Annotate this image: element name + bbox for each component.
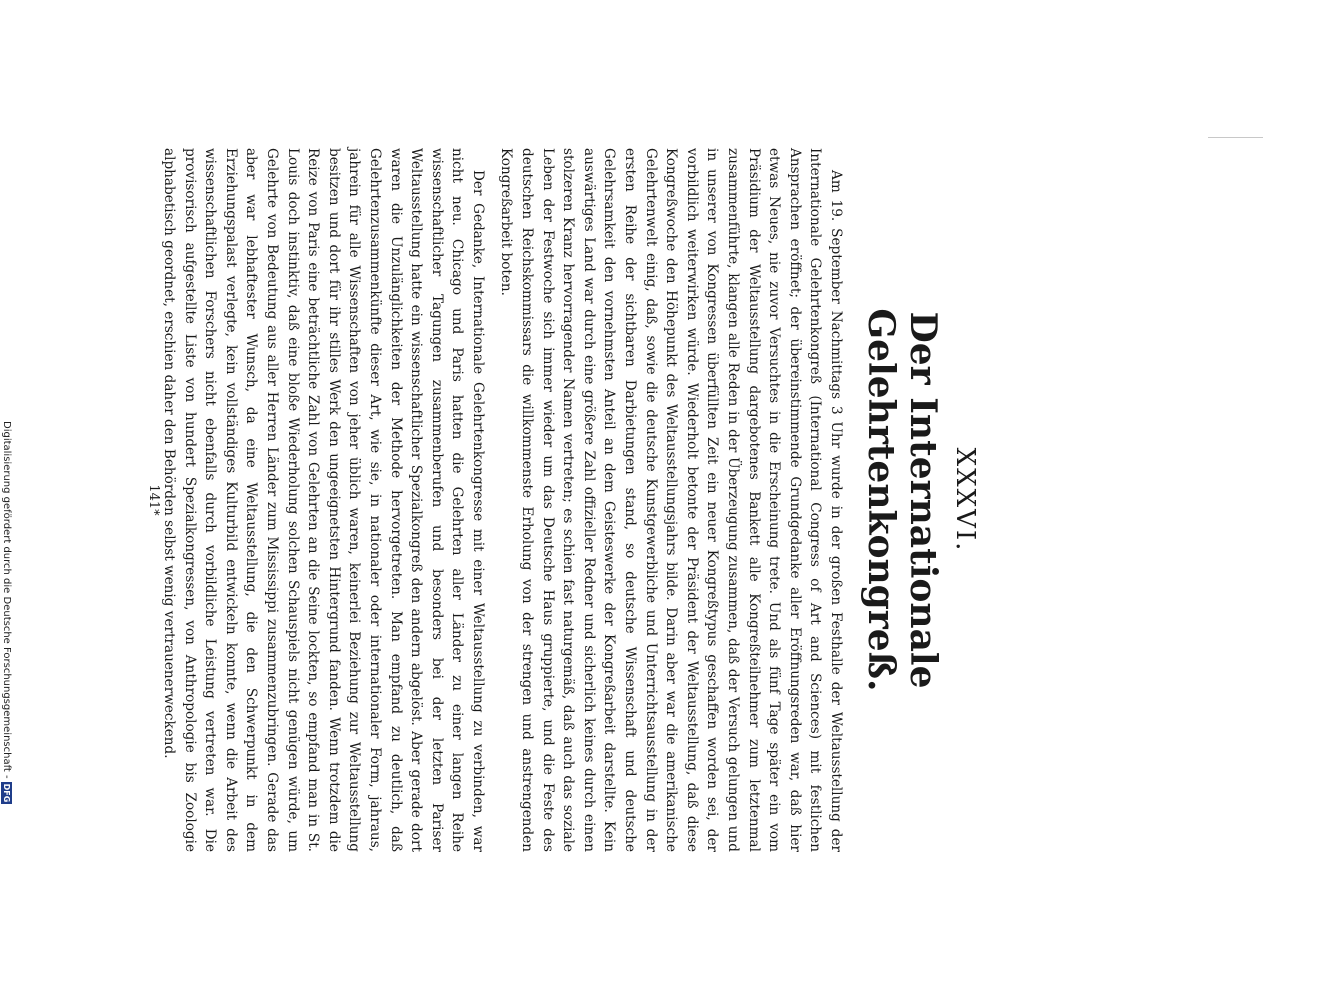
paragraph-1: Am 19. September Nachmittags 3 Uhr wurde in der großen Festhalle der Weltausstellung der Internationale Gelehrtenkongreß (International Congress of Art and Sciences) mit festlichen Ansprachen eröffnet; der übereinstimmende Grundgedanke aller Eröffnungsreden war, daß hier etwas Neues, nie zuvor Versuchtes in die Erscheinung trete. Und als fünf Tage später ein vom Präsidium der Weltausstellung dargebotenes Bankett alle Kongreßteilnehmer zum letztenmal zusammenführte, klangen alle Reden in der Überzeugung zusammen, daß der Versuch gelungen und in unserer von Kongressen überfüllten Zeit ein neuer Kongreßtypus geschaffen worden sei, der vorbildlich weiterwirken würde. Wiederholt betonte der Präsident der Weltausstellung, daß diese Kongreßwoche den Höhepunkt des Weltausstellungsjahrs bilde. Darin aber war die amerikanische Gelehrtenwelt einig, daß, sowie die deutsche Kunstgewerbliche und Unterrichtsausstellung in der ersten Reihe der sichtbaren Darbietungen stand, so deutsche Wissenschaft und deutsche Gelehrsamkeit den vornehmsten Anteil an dem Geisteswerke der Kongreßarbeit darstellte. Kein auswärtiges Land war durch eine größere Zahl offizieller Redner und sicherlich keines durch einen stolzeren Kranz hervorragender Namen vertreten; es schien fast naturgemäß, daß auch das soziale Leben der Festwoche sich immer wieder um das Deutsche Haus gruppierte, und die Feste des deutschen Reichskommissars die willkommenste Erholung von der strengen und anstrengenden Kongreßarbeit boten.	[498, 148, 844, 852]
chapter-title: Der Internationale Gelehrtenkongreß.	[860, 308, 944, 692]
credit-text: Digitalisierung gefördert durch die Deutsche Forschungsgemeinschaft -	[1, 421, 13, 779]
chapter-number: XXXVI.	[950, 447, 980, 553]
paragraph-2: Der Gedanke, Internationale Gelehrtenkongresse mit einer Weltausstellung zu verbinden, war nicht neu. Chicago und Paris hatten die Gelehrten aller Länder zu einer langen Reihe wissenschaftlicher Tagungen zusammenberufen und besonders bei der letzten Pariser Weltausstellung hatte ein wissenschaftlicher Spezialkongreß den andern abgelöst. Aber gerade dort waren die Unzulänglichkeiten der Methode hervorgetreten. Man empfand zu deutlich, daß Gelehrtenzusammenkünfte dieser Art, wie sie, in nationaler oder internationaler Form, jahraus, jahrein für alle Wissenschaften von jeher üblich waren, keinerlei Beziehung zur Weltausstellung besitzen und dort für ihr stilles Werk den ungeeignetsten Hintergrund fanden. Wenn trotzdem die Reize von Paris eine beträchtliche Zahl von Gelehrten an die Seine lockten, so empfand man in St. Louis doch instinktiv, daß eine bloße Wiederholung solchen Schauspiels nicht genügen würde, um Gelehrte von Bedeutung aus aller Herren Länder zum Mississippi zusammenzubringen. Gerade das aber war lebhaftester Wunsch, da eine Weltausstellung, die den Schwerpunkt in dem Erziehungspalast verlegte, kein vollständiges Kulturbild entwickeln konnte, wenn die Arbeit des wissenschaftlichen Forschers nicht ebenfalls durch vorbildliche Leistung vertreten war. Die provisorisch aufgestellte Liste von hundert Spezialkongressen, von Anthropologie bis Zoologie alphabetisch geordnet, erschien daher den Behörden selbst wenig vertrauenerweckend.	[161, 148, 486, 852]
dfg-logo: DFG	[2, 783, 12, 803]
scan-artifact-line	[1208, 137, 1263, 138]
rotated-page	[140, 140, 1000, 860]
digitization-credit	[0, 421, 14, 801]
page-number: 141*	[146, 484, 161, 516]
